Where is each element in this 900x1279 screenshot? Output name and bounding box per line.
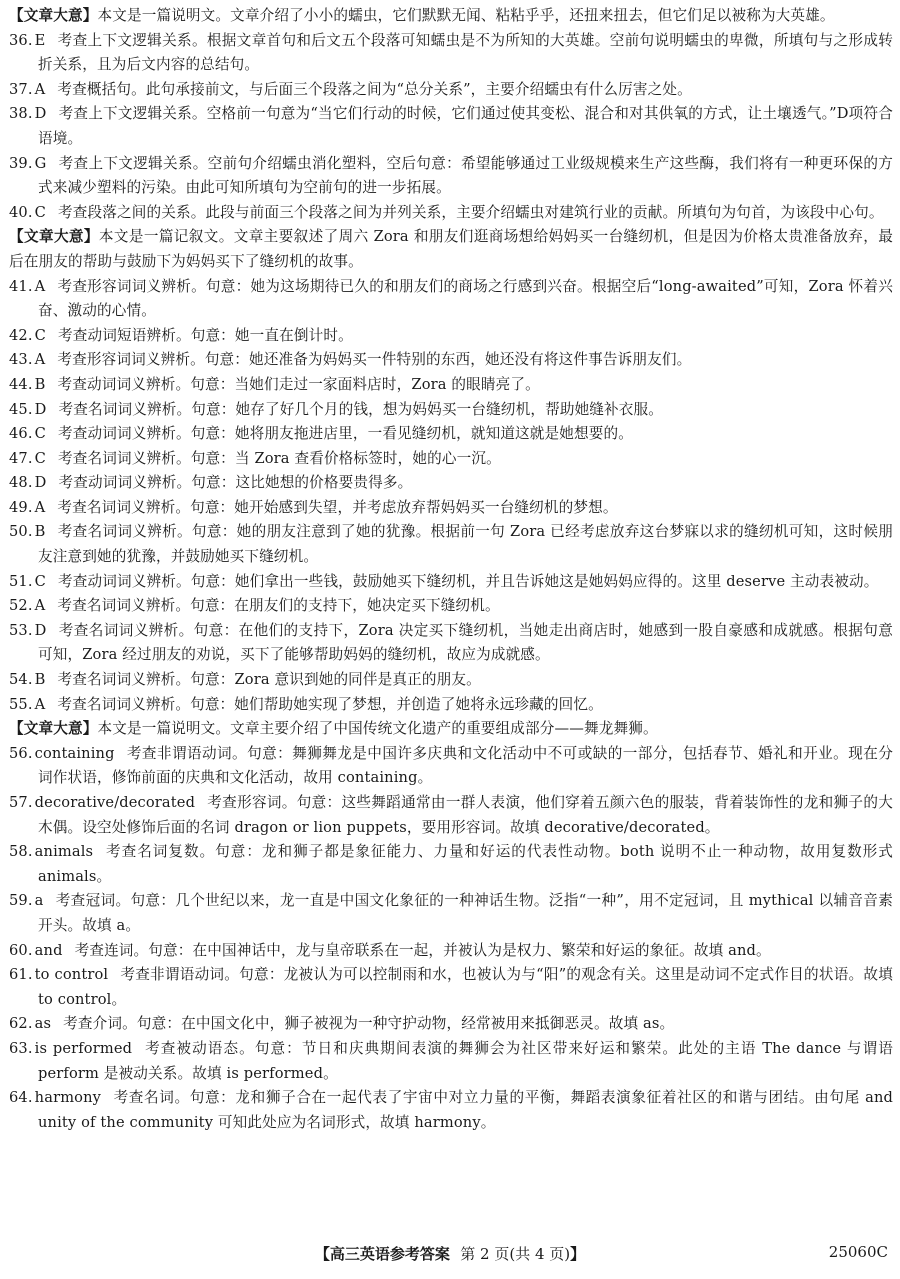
answer-item: [9, 1086, 893, 1135]
answer-key: A: [34, 597, 46, 615]
answer-explanation: 考查被动语态。句意：节日和庆典期间表演的舞狮会为社区带来好运和繁荣。此处的主语 The dance 与谓语 perform 是被动关系。故填 is performed。: [38, 1039, 893, 1082]
answer-key: B: [34, 375, 46, 393]
question-number: 36.: [9, 31, 33, 49]
answer-item: [9, 520, 893, 569]
answer-key: a: [34, 892, 44, 910]
summary-label: 【文章大意】: [9, 7, 98, 24]
page-number: 第 2 页(共 4 页): [460, 1245, 571, 1263]
question-number: 46.: [9, 425, 33, 443]
answer-explanation: 考查名词词义辨析。句意：她的朋友注意到了她的犹豫。根据前一句 Zora 已经考虑放弃这台梦寐以求的缝纫机可知，这时候朋友注意到她的犹豫，并鼓励她买下缝纫机。: [38, 523, 893, 566]
answer-explanation: 考查动词词义辨析。句意：她们拿出一些钱，鼓励她买下缝纫机，并且告诉她这是她妈妈应得的。这里 deserve 主动表被动。: [58, 572, 879, 590]
question-number: 59.: [9, 892, 33, 910]
answer-item: [9, 102, 893, 151]
answer-explanation: 考查连词。句意：在中国神话中，龙与皇帝联系在一起，并被认为是权力、繁荣和好运的象征。故填 and。: [74, 941, 771, 959]
answer-key: A: [34, 277, 46, 295]
answer-item: [9, 398, 893, 423]
summary-text: 本文是一篇说明文。文章介绍了小小的蠕虫，它们默默无闻、粘粘乎乎，还扭来扭去，但它们足以被称为大英雄。: [97, 7, 835, 24]
answer-explanation: 考查段落之间的关系。此段与前面三个段落之间为并列关系，主要介绍蠕虫对建筑行业的贡献。所填句为句首，为该段中心句。: [58, 203, 884, 221]
footer-close-bracket: 】: [570, 1245, 586, 1263]
answer-explanation: 考查非谓语动词。句意：龙被认为可以控制雨和水，也被认为与“阳”的观念有关。这里是动词不定式作目的状语。故填 to control。: [38, 966, 893, 1008]
answer-explanation: 考查名词词义辨析。句意：在他们的支持下，Zora 决定买下缝纫机，当她走出商店时，她感到一股自豪感和成就感。根据句意可知，Zora 经过朋友的劝说，买下了能够帮助妈妈的缝纫机，故应为成就感。: [38, 621, 893, 664]
answer-key: containing: [34, 744, 115, 762]
answer-explanation: 考查名词复数。句意：龙和狮子都是象征能力、力量和好运的代表性动物。both 说明不止一种动物，故用复数形式 animals。: [38, 843, 893, 885]
answer-key: C: [34, 572, 46, 590]
answer-item: [9, 324, 893, 349]
answer-key: D: [34, 105, 47, 123]
answer-explanation: 考查冠词。句意：几个世纪以来，龙一直是中国文化象征的一种神话生物。泛指“一种”，用不定冠词，且 mythical 以辅音音素开头。故填 a。: [38, 892, 893, 934]
answer-item: [9, 668, 893, 693]
answer-explanation: 考查形容词。句意：这些舞蹈通常由一群人表演，他们穿着五颜六色的服装，背着装饰性的龙和狮子的大木偶。设空处修饰后面的名词 dragon or lion puppets，要用形容词。故填 decorative/decorated。: [38, 794, 893, 836]
answer-explanation: 考查名词词义辨析。句意：她们帮助她实现了梦想，并创造了她将永远珍藏的回忆。: [57, 695, 603, 713]
answer-item: [9, 840, 893, 889]
question-number: 64.: [9, 1089, 33, 1107]
answer-explanation: 考查动词短语辨析。句意：她一直在倒计时。: [58, 326, 353, 344]
answer-item: [9, 1037, 893, 1086]
answer-explanation: 考查上下文逻辑关系。空格前一句意为“当它们行动的时候，它们通过使其变松、混合和对其供氧的方式，让土壤透气。”D项符合语境。: [38, 105, 893, 147]
question-number: 47.: [9, 449, 33, 467]
answer-key: A: [34, 80, 46, 98]
answer-item: [9, 1012, 893, 1037]
answer-item: [9, 422, 893, 447]
answer-item: [9, 152, 893, 201]
question-number: 44.: [9, 375, 33, 393]
question-number: 40.: [9, 203, 33, 221]
summary-text: 本文是一篇说明文。文章主要介绍了中国传统文化遗产的重要组成部分——舞龙舞狮。: [97, 720, 658, 738]
answer-explanation: 考查介词。句意：在中国文化中，狮子被视为一种守护动物，经常被用来抵御恶灵。故填 as。: [63, 1015, 675, 1033]
answer-item: [9, 889, 893, 938]
answer-item: [9, 78, 893, 103]
answer-explanation: 考查名词。句意：龙和狮子合在一起代表了宇宙中对立力量的平衡，舞蹈表演象征着社区的和谐与团结。由句尾 and unity of the community 可知此处应为名词形式，故填 harmony。: [38, 1089, 893, 1131]
answer-explanation: 考查上下文逻辑关系。根据文章首句和后文五个段落可知蠕虫是不为所知的大英雄。空前句说明蠕虫的卑微，所填句与之形成转折关系，且为后文内容的总结句。: [38, 31, 893, 74]
answer-key: C: [34, 425, 46, 443]
question-number: 38.: [9, 105, 33, 123]
answer-explanation: 考查形容词词义辨析。句意：她为这场期待已久的和朋友们的商场之行感到兴奋。根据空后“long-awaited”可知，Zora 怀着兴奋、激动的心情。: [38, 277, 893, 320]
answer-key: C: [34, 449, 46, 467]
answer-key: to control: [34, 966, 109, 984]
page-footer: [0, 1239, 900, 1269]
answer-key: G: [34, 154, 47, 172]
summary-paragraph: [9, 225, 893, 274]
question-number: 60.: [9, 941, 33, 959]
question-number: 62.: [9, 1015, 33, 1033]
answer-item: [9, 447, 893, 472]
answer-item: [9, 29, 893, 78]
question-number: 54.: [9, 671, 33, 689]
answer-explanation: 考查动词词义辨析。句意：她将朋友拖进店里，一看见缝纫机，就知道这就是她想要的。: [58, 425, 634, 443]
answer-item: [9, 619, 893, 668]
answer-item: [9, 471, 893, 496]
answer-key: B: [34, 523, 46, 541]
answer-key: harmony: [34, 1089, 102, 1107]
answer-explanation: 考查名词词义辨析。句意：当 Zora 查看价格标签时，她的心一沉。: [58, 449, 501, 467]
answer-key: animals: [34, 843, 94, 861]
answer-content: [9, 4, 893, 1135]
answer-key: and: [34, 941, 63, 959]
question-number: 48.: [9, 474, 33, 492]
answer-key: as: [34, 1015, 52, 1033]
question-number: 61.: [9, 966, 33, 984]
question-number: 37.: [9, 80, 33, 98]
answer-key: D: [34, 400, 47, 418]
answer-key: D: [34, 621, 47, 639]
summary-label: 【文章大意】: [9, 720, 98, 738]
answer-item: [9, 939, 893, 964]
document-code: 25060C: [828, 1243, 888, 1261]
answer-explanation: 考查非谓语动词。句意：舞狮舞龙是中国许多庆典和文化活动中不可或缺的一部分，包括春节、婚礼和开业。现在分词作状语，修饰前面的庆典和文化活动，故用 containing。: [38, 744, 893, 787]
answer-key: B: [34, 671, 46, 689]
summary-label: 【文章大意】: [9, 228, 99, 246]
answer-key: decorative/decorated: [34, 794, 196, 811]
answer-key: D: [34, 474, 47, 492]
answer-item: [9, 496, 893, 521]
answer-item: [9, 570, 893, 595]
footer-title-line: [0, 1243, 900, 1264]
answer-item: [9, 963, 893, 1012]
summary-paragraph: [9, 4, 893, 29]
question-number: 53.: [9, 621, 33, 639]
answer-key: is performed: [34, 1039, 133, 1057]
footer-title: 【高三英语参考答案: [314, 1245, 450, 1263]
answer-explanation: 考查动词词义辨析。句意：这比她想的价格要贵得多。: [58, 474, 413, 492]
answer-explanation: 考查名词词义辨析。句意：在朋友们的支持下，她决定买下缝纫机。: [57, 597, 500, 615]
answer-key: C: [34, 326, 46, 344]
answer-key: E: [34, 31, 46, 49]
answer-explanation: 考查上下文逻辑关系。空前句介绍蠕虫消化塑料，空后句意：希望能够通过工业级规模来生产这些酶，我们将有一种更环保的方式来减少塑料的污染。由此可知所填句为空前句的进一步拓展。: [38, 154, 893, 197]
question-number: 52.: [9, 597, 33, 615]
answer-item: [9, 742, 893, 791]
question-number: 50.: [9, 523, 33, 541]
answer-key: A: [34, 351, 46, 369]
answer-explanation: 考查名词词义辨析。句意：她开始感到失望，并考虑放弃帮妈妈买一台缝纫机的梦想。: [57, 498, 618, 516]
question-number: 43.: [9, 351, 33, 369]
answer-item: [9, 791, 893, 840]
question-number: 41.: [9, 277, 33, 295]
summary-text: 本文是一篇记叙文。文章主要叙述了周六 Zora 和朋友们逛商场想给妈妈买一台缝纫机，但是因为价格太贵准备放弃，最后在朋友的帮助与鼓励下为妈妈买下了缝纫机的故事。: [9, 228, 893, 270]
question-number: 42.: [9, 326, 33, 344]
answer-item: [9, 201, 893, 226]
question-number: 45.: [9, 400, 33, 418]
question-number: 56.: [9, 744, 33, 762]
answer-item: [9, 373, 893, 398]
answer-key: A: [34, 695, 46, 713]
question-number: 57.: [9, 794, 33, 811]
answer-explanation: 考查形容词词义辨析。句意：她还准备为妈妈买一件特别的东西，她还没有将这件事告诉朋友们。: [57, 351, 692, 369]
answer-item: [9, 693, 893, 718]
answer-key: C: [34, 203, 46, 221]
question-number: 55.: [9, 695, 33, 713]
answer-key: A: [34, 498, 46, 516]
answer-item: [9, 594, 893, 619]
question-number: 49.: [9, 498, 33, 516]
answer-item: [9, 275, 893, 324]
question-number: 39.: [9, 154, 33, 172]
question-number: 58.: [9, 843, 33, 861]
answer-explanation: 考查动词词义辨析。句意：当她们走过一家面料店时，Zora 的眼睛亮了。: [57, 375, 540, 393]
question-number: 63.: [9, 1039, 33, 1057]
answer-explanation: 考查概括句。此句承接前文，与后面三个段落之间为“总分关系”，主要介绍蠕虫有什么厉害之处。: [57, 80, 692, 98]
answer-item: [9, 348, 893, 373]
answer-explanation: 考查名词词义辨析。句意：Zora 意识到她的同伴是真正的朋友。: [57, 671, 481, 689]
answer-explanation: 考查名词词义辨析。句意：她存了好几个月的钱，想为妈妈买一台缝纫机，帮助她缝补衣服。: [58, 400, 664, 418]
summary-paragraph: [9, 717, 893, 742]
question-number: 51.: [9, 572, 33, 590]
